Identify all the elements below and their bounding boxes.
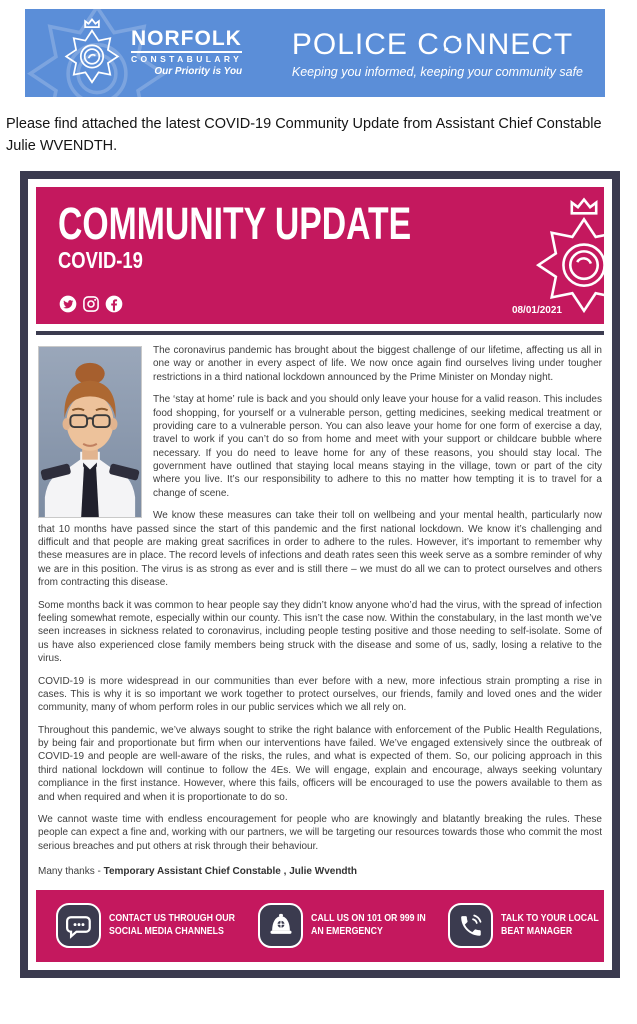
brand-tagline: Keeping you informed, keeping your community safe xyxy=(291,64,583,79)
article-body xyxy=(36,344,604,879)
police-helmet-icon xyxy=(258,903,303,948)
signoff-line xyxy=(38,865,602,878)
norfolk-constabulary-logo xyxy=(25,16,242,90)
contact-label-line2: AN EMERGENCY xyxy=(311,925,384,937)
contact-footer xyxy=(36,890,604,962)
contact-label-line1: CONTACT US THROUGH OUR xyxy=(109,913,235,925)
twitter-icon[interactable] xyxy=(58,294,78,314)
contact-label-line2: BEAT MANAGER xyxy=(500,925,572,937)
signoff-name: Temporary Assistant Chief Constable , Julie Wvendth xyxy=(103,866,357,878)
article-paragraph: We know these measures can take their toll on wellbeing and your mental health, particularly now that 10 months have passed since the start of this pandemic and the first national lockdown. We know it’s challenging and difficult and that people are making great sacrifices in order to adhere to the rules. However, it’s important to remember why these measures are in place. The record levels of infections and death rates seen this week serve as a sombre reminder of why we are in this position. The virus is as strong as ever and is still there – we must do all we can to protect ourselves and others from contracting this disease. xyxy=(38,510,602,589)
contact-beat-manager[interactable] xyxy=(448,903,612,948)
article-paragraph: COVID-19 is more widespread in our communities than ever before with a new, more infectious strain prompting a rise in cases. This is why it is so important we work together to protect ourselves, our friends, family and loved ones and the wider community, many of whom perform roles in our public services which we all rely on. xyxy=(38,675,602,714)
police-connect-brand xyxy=(292,28,605,79)
force-motto: Our Priority is You xyxy=(154,66,243,78)
refresh-arrows-icon xyxy=(440,32,465,57)
phone-icon xyxy=(448,903,493,948)
newsletter-date: 08/01/2021 xyxy=(511,304,562,316)
police-connect-title xyxy=(292,28,583,62)
speech-bubble-icon xyxy=(56,903,101,948)
divider-rule xyxy=(36,331,604,335)
instagram-icon[interactable] xyxy=(81,294,101,314)
newsletter-subtitle: COVID-19 xyxy=(58,246,143,273)
signoff-prefix: Many thanks - xyxy=(38,866,104,878)
social-icons-row xyxy=(58,294,124,314)
article-paragraph: The coronavirus pandemic has brought about the biggest challenge of our lifetime, affecting us all in one way or another in every aspect of life. We now once again find ourselves living under tougher restrictions in a third national lockdown announced by the Prime Minister on Monday night. xyxy=(153,344,602,383)
brand-text-prefix: POLICE C xyxy=(291,27,440,61)
contact-label-line1: CALL US ON 101 OR 999 IN xyxy=(311,913,426,925)
officer-photo xyxy=(38,346,142,518)
facebook-icon[interactable] xyxy=(104,294,124,314)
police-connect-header xyxy=(25,9,605,97)
contact-call-101-999[interactable] xyxy=(258,903,441,948)
contact-label-line1: TALK TO YOUR LOCAL xyxy=(500,913,599,925)
force-name: NORFOLK xyxy=(131,28,242,53)
article-paragraph: The ‘stay at home’ rule is back and you should only leave your house for a valid reason. This includes food shopping, for yourself or a vulnerable person, getting medicines, seeking medical treatment or providing care to a vulnerable person. You can also leave your home for one form of exercise a day, travel to work if you can’t do so from home and meet with your support or childcare bubble where necessary. If you do need to leave home for any of these reasons, you should stay local. The government have outlined that staying local means staying in the village, town or part of the city where you live. It’s our responsibility to adhere to this no matter how tempting it is to travel for a change of scene. xyxy=(153,394,602,499)
contact-label-line2: SOCIAL MEDIA CHANNELS xyxy=(109,925,224,937)
constabulary-badge-icon xyxy=(524,195,604,323)
email-intro-text: Please find attached the latest COVID-19 Community Update from Assistant Chief Constable Julie WVENDTH. xyxy=(6,116,602,155)
brand-text-suffix: NNECT xyxy=(464,27,574,61)
newsletter-attachment xyxy=(20,171,620,978)
force-subtitle: CONSTABULARY xyxy=(131,54,243,65)
article-paragraph: Some months back it was common to hear people say they didn’t know anyone who’d had the virus, with the spread of infection feeling somewhat remote, especially within our county. This isn’t the case now. Within the constabulary, in the last month we’ve seen increases in sickness related to coronavirus, including people testing positive and those needing to self-isolate. Some of us have also experienced close family members being struck with the disease and some of us, sadly, losing a relative to the virus. xyxy=(38,599,602,665)
article-paragraph: Throughout this pandemic, we’ve always sought to strike the right balance with enforcement of the Public Health Regulations, by being fair and proportionate but firm when our interventions have failed. We’ve engaged extensively since the outbreak of COVID-19 and people are well-aware of the risks, the rules, and what is expected of them. So, our policing approach in this third national lockdown will continue to follow the 4Es. We will engage, explain and encourage, always seeking voluntary compliance in the first instance. However, where this fails, officers will be encouraged to use the powers available to them as and when required and when it is proportionate to do so. xyxy=(38,724,602,803)
norfolk-badge-icon xyxy=(61,16,123,90)
contact-social-media[interactable] xyxy=(56,903,252,948)
community-update-banner xyxy=(36,187,604,324)
newsletter-title: COMMUNITY UPDATE xyxy=(58,197,412,249)
article-paragraph: We cannot waste time with endless encouragement for people who are knowingly and blatantly breaking the rules. These people can expect a fine and, working with our partners, we will be targeting our resources towards those who commit the most serious breaches and put others at risk through their behaviour. xyxy=(38,814,602,852)
